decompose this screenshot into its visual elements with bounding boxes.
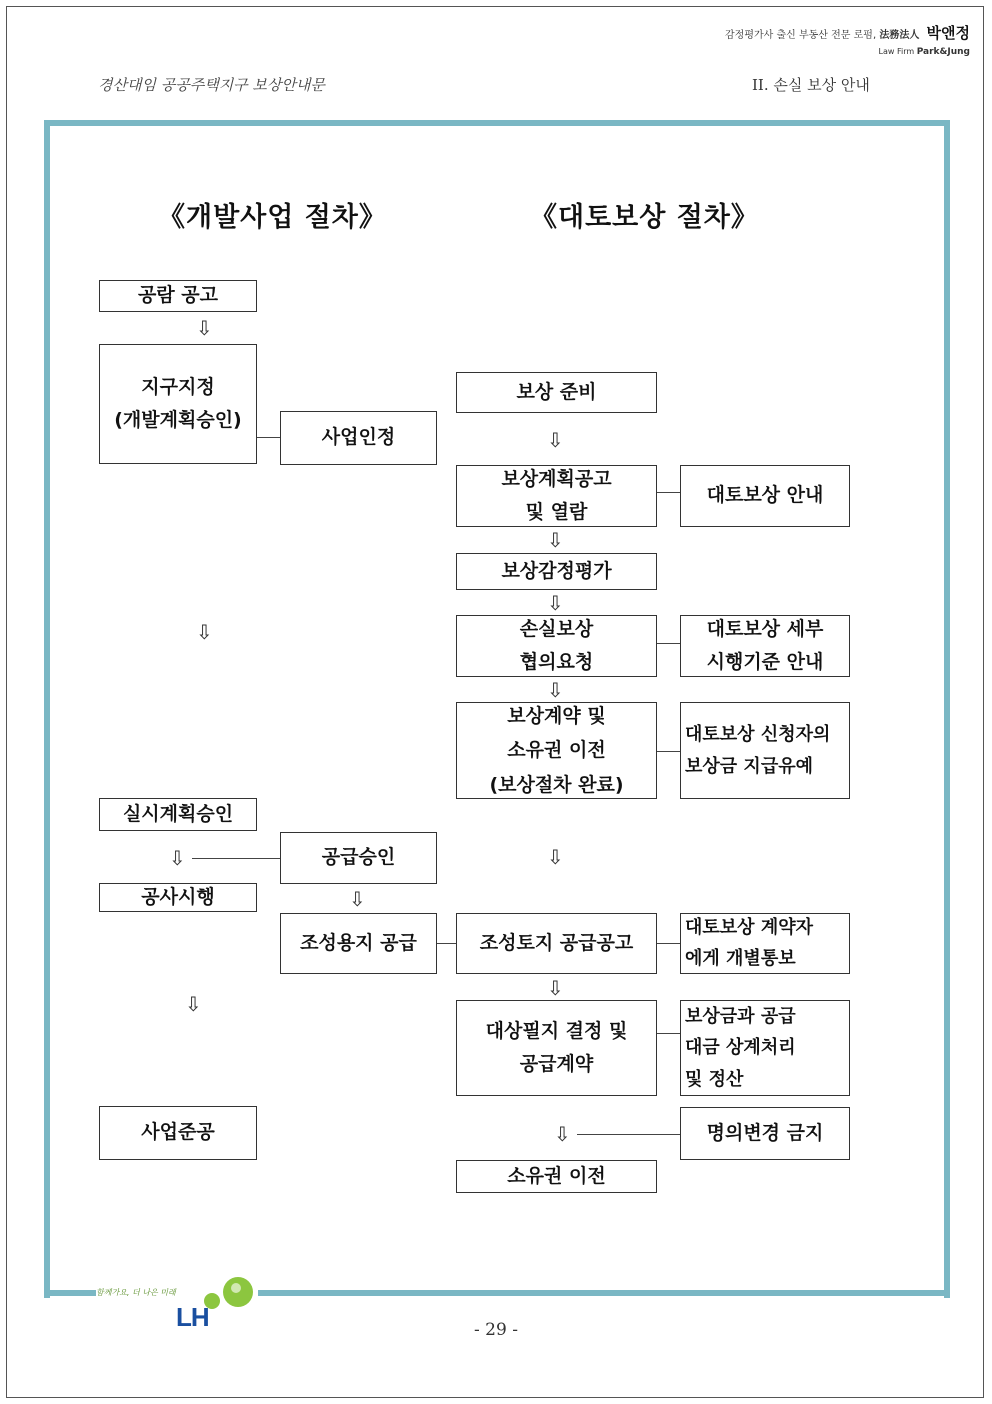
payment-deferral-line-1: 대토보상 신청자의 [685,724,831,745]
connector-line [257,437,280,438]
frame-bottom-left [44,1290,96,1296]
connector-line [657,492,680,493]
payment-deferral-note-box [680,702,850,799]
down-arrow-icon: ⇩ [547,591,564,615]
lot-decision-box [456,1000,657,1096]
individual-notice-line-1: 대토보상 계약자 [685,916,813,938]
down-arrow-icon: ⇩ [547,528,564,552]
settlement-line-1: 보상금과 공급 [685,1005,796,1027]
down-arrow-icon: ⇩ [196,620,213,644]
firm-prefix: 法務法人 [879,30,920,41]
firm-en-name: Park&Jung [916,47,970,57]
individual-notice-note-box [680,913,850,974]
firm-header [725,22,970,57]
public-notice-box [99,280,257,312]
ownership-transfer-box [456,1160,657,1193]
lh-logo-text: LH [176,1302,209,1332]
lot-decision-line-2: 공급계약 [519,1053,594,1075]
section-title: II. 손실 보상 안내 [752,76,870,94]
development-procedure-title: 《개발사업 절차》 [158,202,387,233]
compensation-procedure-title: 《대토보상 절차》 [530,202,759,233]
completion-box [99,1106,257,1160]
plan-notice-box [456,465,657,527]
firm-name: 박앤정 [926,24,970,42]
project-approval-label: 사업인정 [321,426,396,449]
compensation-preparation-box [456,372,657,413]
settlement-note-box [680,1000,850,1096]
negotiation-request-line-2: 협의요청 [519,651,594,673]
down-arrow-icon: ⇩ [547,678,564,702]
contract-box [456,702,657,799]
land-supply-box [280,913,437,974]
negotiation-request-line-1: 손실보상 [519,617,594,640]
district-designation-box [99,344,257,464]
contract-line-2: 소유권 이전 [507,739,606,762]
plan-notice-line-2: 및 열람 [525,501,588,523]
down-arrow-icon: ⇩ [169,846,186,870]
criteria-note-line-2: 시행기준 안내 [706,651,824,673]
plan-notice-line-1: 보상계획공고 [501,467,612,490]
down-arrow-icon: ⇩ [196,316,213,340]
settlement-line-2: 대금 상계처리 [685,1037,796,1059]
land-supply-label: 조성용지 공급 [300,931,417,954]
appraisal-box [456,553,657,590]
compensation-preparation-label: 보상 준비 [516,380,597,403]
criteria-note-line-1: 대토보상 세부 [706,617,824,640]
down-arrow-icon: ⇩ [547,428,564,452]
lot-decision-line-1: 대상필지 결정 및 [485,1019,628,1042]
firm-tagline: 감정평가사 출신 부동산 전문 로펌, [725,30,877,41]
construction-label: 공사시행 [141,885,215,908]
connector-line [657,1033,680,1034]
frame-bottom-right [258,1290,950,1296]
ownership-transfer-label: 소유권 이전 [507,1164,606,1187]
contract-line-3: (보상절차 완료) [489,773,624,796]
firm-en-prefix: Law Firm [878,47,915,56]
individual-notice-line-2: 에게 개별통보 [685,947,796,969]
payment-deferral-line-2: 보상금 지급유예 [685,755,813,777]
project-approval-box [280,411,437,465]
document-title: 경산대임 공공주택지구 보상안내문 [98,76,325,94]
supply-notice-label: 조성토지 공급공고 [479,931,634,954]
public-notice-label: 공람 공고 [137,284,219,307]
connector-line [437,943,456,944]
contract-line-1: 보상계약 및 [507,705,606,728]
criteria-note-box [680,615,850,677]
settlement-line-3: 및 정산 [685,1068,744,1090]
connector-line [657,643,680,644]
name-change-ban-label: 명의변경 금지 [706,1121,824,1144]
construction-box [99,883,257,912]
implementation-plan-box [99,798,257,831]
district-designation-line-1: 지구지정 [141,375,215,398]
negotiation-request-box [456,615,657,677]
name-change-ban-note-box [680,1107,850,1160]
appraisal-label: 보상감정평가 [501,559,612,582]
page-number: - 29 - [474,1320,518,1340]
guide-note-label: 대토보상 안내 [706,484,824,507]
supply-approval-box [280,832,437,884]
implementation-plan-label: 실시계획승인 [122,802,234,825]
down-arrow-icon: ⇩ [547,976,564,1000]
supply-approval-label: 공급승인 [321,846,396,869]
down-arrow-icon: ⇩ [349,887,366,911]
lh-slogan: 함께가요, 더 나은 미래 [96,1288,176,1297]
supply-notice-box [456,913,657,974]
district-designation-line-2: (개발계획승인) [114,409,242,431]
down-arrow-icon: ⇩ [185,992,202,1016]
guide-note-box [680,465,850,527]
down-arrow-icon: ⇩ [554,1122,571,1146]
connector-line [657,943,680,944]
connector-line [577,1134,680,1135]
completion-label: 사업준공 [141,1121,215,1144]
connector-line [657,751,680,752]
connector-line [192,858,280,859]
down-arrow-icon: ⇩ [547,845,564,869]
